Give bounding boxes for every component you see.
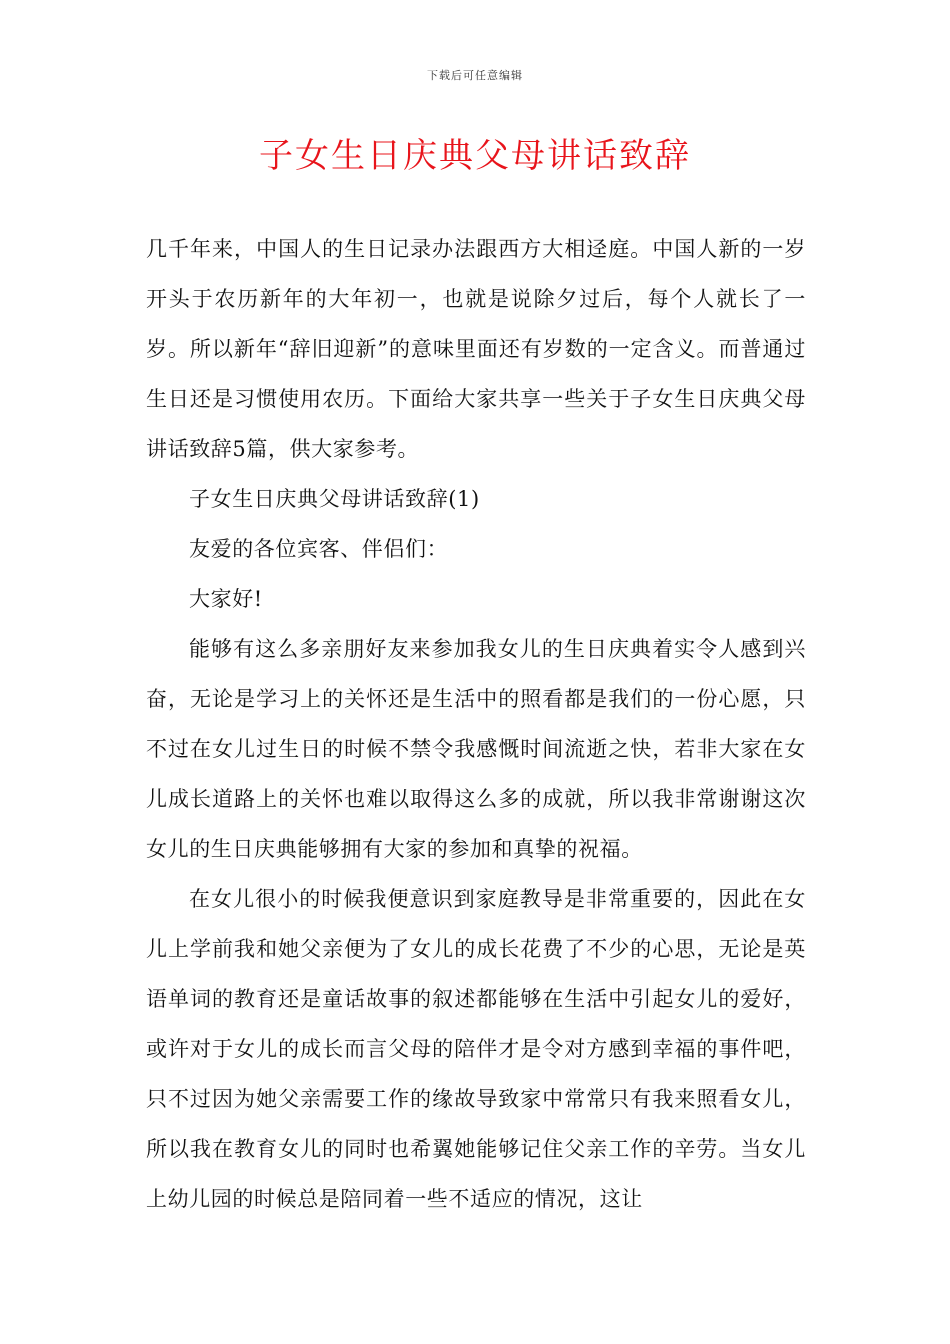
body-paragraph: 在女儿很小的时候我便意识到家庭教导是非常重要的，因此在女儿上学前我和她父亲便为了女儿的成长花费了不少的心思，无论是英语单词的教育还是童话故事的叙述都能够在生活中引起女儿的爱好，或许对于女儿的成长而言父母的陪伴才是令对方感到幸福的事件吧，只不过因为她父亲需要工作的缘故导致家中常常只有我来照看女儿，所以我在教育女儿的同时也希翼她能够记住父亲工作的辛劳。当女儿上幼儿园的时候总是陪同着一些不适应的情况，这让 [146, 887, 806, 1211]
greeting: 大家好! [189, 587, 263, 611]
document-body [146, 224, 806, 1224]
intro-paragraph: 几千年来，中国人的生日记录办法跟西方大相迳庭。中国人新的一岁开头于农历新年的大年初一，也就是说除夕过后，每个人就长了一岁。所以新年“辞旧迎新”的意味里面还有岁数的一定含义。而普通过生日还是习惯使用农历。下面给大家共享一些关于子女生日庆典父母讲话致辞5篇，供大家参考。 [146, 237, 806, 461]
salutation: 友爱的各位宾客、伴侣们： [189, 537, 449, 561]
body-paragraph: 能够有这么多亲朋好友来参加我女儿的生日庆典着实令人感到兴奋，无论是学习上的关怀还是生活中的照看都是我们的一份心愿，只不过在女儿过生日的时候不禁令我感慨时间流逝之快，若非大家在女儿成长道路上的关怀也难以取得这么多的成就，所以我非常谢谢这次女儿的生日庆典能够拥有大家的参加和真挚的祝福。 [146, 637, 806, 861]
section-heading: 子女生日庆典父母讲话致辞(1) [189, 487, 480, 511]
document-title: 子女生日庆典父母讲话致辞 [259, 136, 691, 176]
header-note: 下载后可任意编辑 [427, 69, 523, 82]
